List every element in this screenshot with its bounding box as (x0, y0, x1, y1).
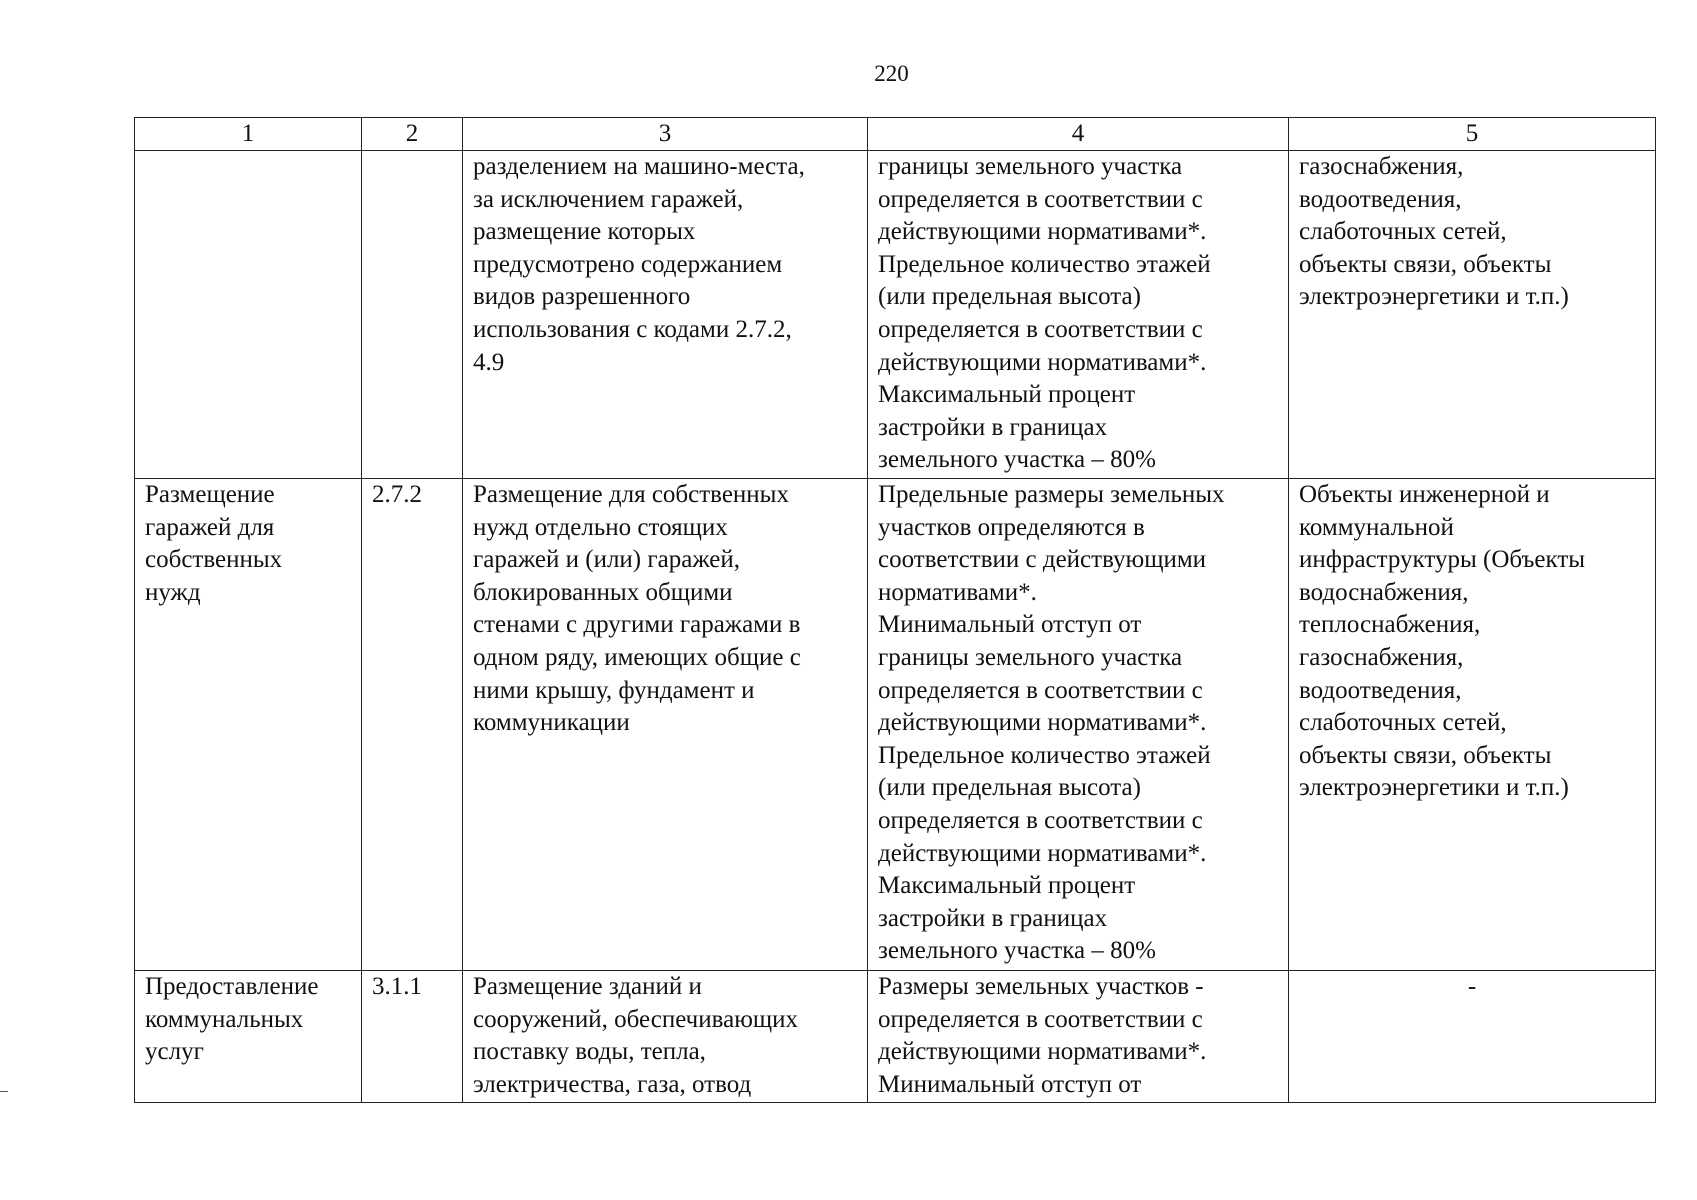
table-header-row (135, 118, 1656, 151)
parameters-cell: Предельные размеры земельных участков определяются в соответствии с действующими нормативами*. Минимальный отступ от границы земельного участка определяется в соответствии с действующими нормативами*. Предельное количество этажей (или предельная высота) определяется в соответствии с действующими нормативами*. Максимальный процент застройки в границах земельного участка – 80% (868, 479, 1289, 971)
accessory-use-cell: - (1289, 971, 1656, 1103)
page-number: 220 (874, 61, 909, 86)
table-row (135, 971, 1656, 1103)
use-code-cell: 3.1.1 (362, 971, 463, 1103)
margin-tick-mark (0, 1091, 8, 1092)
accessory-use-cell: Объекты инженерной и коммунальной инфраструктуры (Объекты водоснабжения, теплоснабжения, газоснабжения, водоотведения, слаботочных сетей, объекты связи, объекты электроэнергетики и т.п.) (1289, 479, 1656, 971)
column-header-2: 2 (362, 118, 463, 151)
accessory-use-cell: газоснабжения, водоотведения, слаботочных сетей, объекты связи, объекты электроэнергетики и т.п.) (1289, 151, 1656, 479)
use-description-cell: Размещение для собственных нужд отдельно стоящих гаражей и (или) гаражей, блокированных общими стенами с другими гаражами в одном ряду, имеющих общие с ними крышу, фундамент и коммуникации (463, 479, 868, 971)
use-name-cell: Размещение гаражей для собственных нужд (135, 479, 362, 971)
column-header-1: 1 (135, 118, 362, 151)
use-description-cell: разделением на машино-места, за исключением гаражей, размещение которых предусмотрено содержанием видов разрешенного использования с кодами 2.7.2, 4.9 (463, 151, 868, 479)
zoning-table (134, 117, 1656, 1103)
use-code-cell (362, 151, 463, 479)
use-name-cell: Предоставление коммунальных услуг (135, 971, 362, 1103)
column-header-4: 4 (868, 118, 1289, 151)
use-description-cell: Размещение зданий и сооружений, обеспечивающих поставку воды, тепла, электричества, газа, отвод (463, 971, 868, 1103)
use-code-cell: 2.7.2 (362, 479, 463, 971)
column-header-5: 5 (1289, 118, 1656, 151)
use-name-cell (135, 151, 362, 479)
table-row (135, 479, 1656, 971)
parameters-cell: Размеры земельных участков - определяется в соответствии с действующими нормативами*. Минимальный отступ от (868, 971, 1289, 1103)
parameters-cell: границы земельного участка определяется в соответствии с действующими нормативами*. Предельное количество этажей (или предельная высота) определяется в соответствии с действующими нормативами*. Максимальный процент застройки в границах земельного участка – 80% (868, 151, 1289, 479)
table-row (135, 151, 1656, 479)
column-header-3: 3 (463, 118, 868, 151)
